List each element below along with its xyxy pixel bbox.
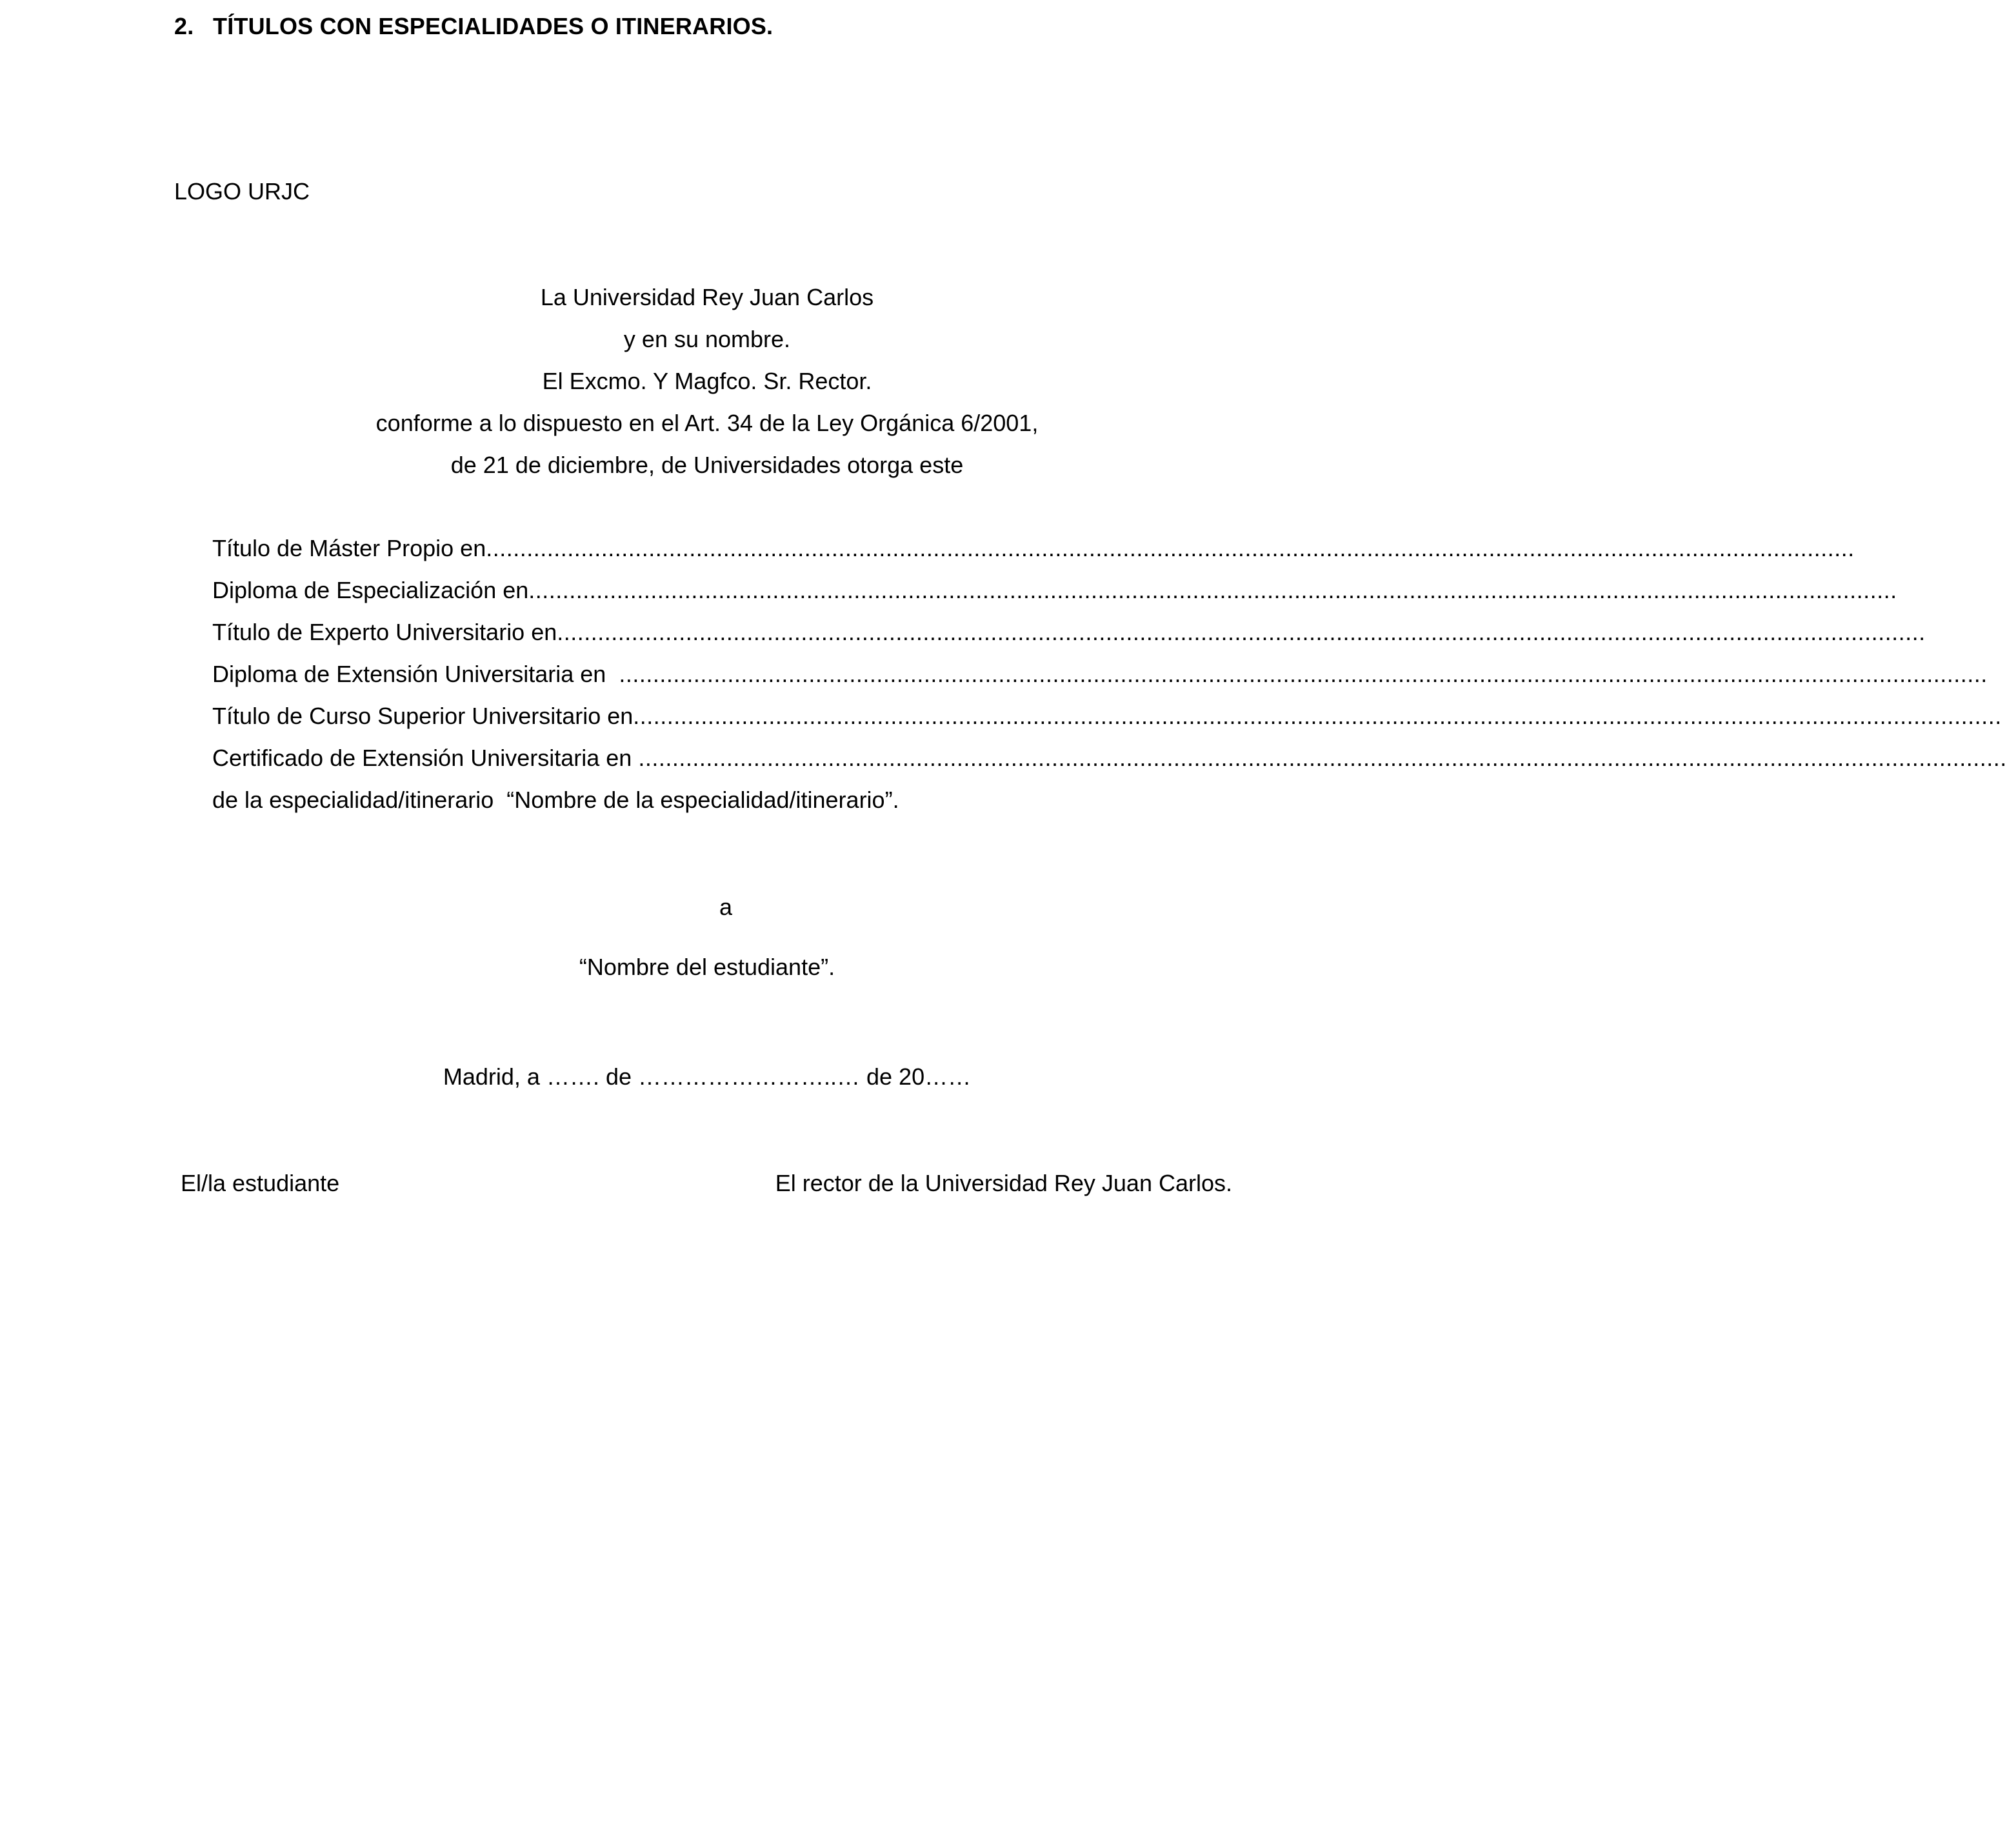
student-signature-label: El/la estudiante — [181, 1170, 340, 1196]
preamble-line-date: de 21 de diciembre, de Universidades otorga este — [450, 452, 964, 478]
title-option-especializacion — [212, 577, 1897, 604]
title-option-dots: .......................................................................................................................................................................................................... — [557, 619, 1926, 645]
logo-placeholder: LOGO URJC — [174, 178, 310, 205]
title-option-certificado — [212, 745, 2007, 772]
title-option-experto — [212, 619, 1926, 646]
title-option-dots: .......................................................................................................................................................................................................... — [633, 703, 2002, 729]
section-number: 2. — [174, 13, 194, 39]
title-option-dots: .......................................................................................................................................................................................................... — [619, 661, 1988, 687]
title-option-label: Título de Máster Propio en — [212, 535, 486, 561]
specialty-line: de la especialidad/itinerario “Nombre de la especialidad/itinerario”. — [212, 787, 899, 813]
title-option-label: Diploma de Extensión Universitaria en — [212, 661, 619, 687]
preamble-line-law: conforme a lo dispuesto en el Art. 34 de la Ley Orgánica 6/2001, — [375, 410, 1039, 436]
title-option-label: Certificado de Extensión Universitaria en — [212, 745, 639, 771]
recipient-preposition: a — [719, 894, 733, 920]
title-option-label: Diploma de Especialización en — [212, 577, 529, 603]
title-option-extension-diploma — [212, 661, 1988, 688]
title-option-dots: .......................................................................................................................................................................................................... — [638, 745, 2007, 771]
rector-signature-label: El rector de la Universidad Rey Juan Carlos. — [775, 1170, 1232, 1196]
section-heading — [174, 13, 773, 40]
title-option-label: Título de Experto Universitario en — [212, 619, 557, 645]
section-title: TÍTULOS CON ESPECIALIDADES O ITINERARIOS. — [213, 13, 774, 39]
preamble-line-rector: El Excmo. Y Magfco. Sr. Rector. — [542, 368, 872, 394]
title-option-dots: .......................................................................................................................................................................................................... — [486, 535, 1855, 561]
student-name-placeholder: “Nombre del estudiante”. — [579, 954, 835, 980]
place-date-line: Madrid, a ……. de ……………………..… de 20…… — [443, 1063, 972, 1090]
title-option-label: Título de Curso Superior Universitario en — [212, 703, 634, 729]
title-option-master — [212, 535, 1855, 562]
title-option-curso-superior — [212, 703, 2002, 730]
preamble-line-university: La Universidad Rey Juan Carlos — [540, 284, 874, 310]
preamble-line-name: y en su nombre. — [623, 326, 791, 352]
title-option-dots: .......................................................................................................................................................................................................... — [528, 577, 1897, 603]
